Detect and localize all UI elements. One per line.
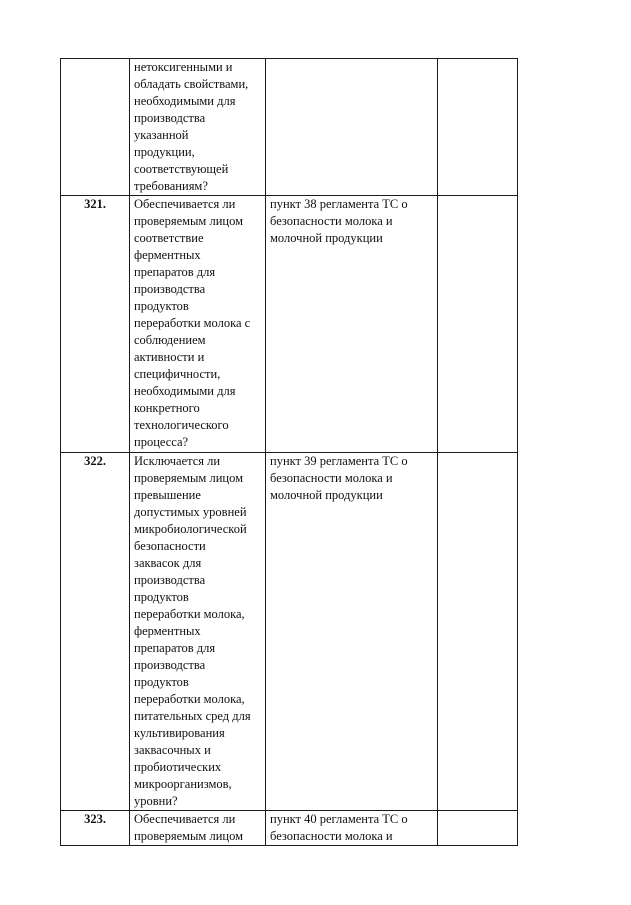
question-line: активности и [134, 350, 205, 364]
reference-line: безопасности молока и [270, 471, 393, 485]
reference-line: безопасности молока и [270, 829, 393, 843]
question-line: переработки молока, [134, 692, 245, 706]
item-number: 323. [61, 811, 130, 846]
question-line: заквасочных и [134, 743, 211, 757]
question-line: конкретного [134, 401, 200, 415]
question-line: Обеспечивается ли [134, 812, 236, 826]
question-line: производства [134, 282, 206, 296]
table-row [61, 59, 518, 196]
reference-line: пункт 40 регламента ТС о [270, 812, 408, 826]
question-line: уровни? [134, 794, 178, 808]
question-line: соблюдением [134, 333, 206, 347]
question-line: производства [134, 111, 206, 125]
question-cell [130, 811, 266, 846]
item-number [61, 59, 130, 196]
table-row [61, 811, 518, 846]
question-line: продуктов [134, 675, 189, 689]
question-cell [130, 59, 266, 196]
question-line: переработки молока, [134, 607, 245, 621]
question-line: заквасок для [134, 556, 202, 570]
question-line: препаратов для [134, 265, 216, 279]
question-line: продукции, [134, 145, 195, 159]
question-line: необходимыми для [134, 384, 236, 398]
question-line: обладать свойствами, [134, 77, 249, 91]
question-line: проверяемым лицом [134, 471, 243, 485]
question-line: проверяемым лицом [134, 214, 243, 228]
question-line: требованиям? [134, 179, 208, 193]
reference-cell [266, 59, 438, 196]
question-line: технологического [134, 418, 229, 432]
question-cell [130, 453, 266, 811]
question-line: переработки молока с [134, 316, 251, 330]
question-line: культивирования [134, 726, 225, 740]
reference-line: молочной продукции [270, 488, 383, 502]
question-line: продуктов [134, 299, 189, 313]
question-line: необходимыми для [134, 94, 236, 108]
note-cell [438, 811, 518, 846]
question-line: производства [134, 658, 206, 672]
reference-line: пункт 39 регламента ТС о [270, 454, 408, 468]
question-line: Исключается ли [134, 454, 221, 468]
question-line: пробиотических [134, 760, 222, 774]
question-line: допустимых уровней [134, 505, 247, 519]
item-number: 321. [61, 196, 130, 453]
reference-line: пункт 38 регламента ТС о [270, 197, 408, 211]
checklist-table [60, 58, 518, 846]
question-line: указанной [134, 128, 189, 142]
question-cell [130, 196, 266, 453]
reference-cell [266, 196, 438, 453]
question-line: ферментных [134, 248, 201, 262]
question-line: микробиологической [134, 522, 247, 536]
question-line: препаратов для [134, 641, 216, 655]
note-cell [438, 59, 518, 196]
reference-cell [266, 811, 438, 846]
question-line: ферментных [134, 624, 201, 638]
table-row [61, 453, 518, 811]
table-row [61, 196, 518, 453]
question-line: Обеспечивается ли [134, 197, 236, 211]
item-number: 322. [61, 453, 130, 811]
question-line: превышение [134, 488, 201, 502]
question-line: соответствие [134, 231, 204, 245]
question-line: процесса? [134, 435, 189, 449]
reference-cell [266, 453, 438, 811]
reference-line: молочной продукции [270, 231, 383, 245]
question-line: питательных сред для [134, 709, 251, 723]
question-line: специфичности, [134, 367, 221, 381]
question-line: нетоксигенными и [134, 60, 233, 74]
reference-line: безопасности молока и [270, 214, 393, 228]
note-cell [438, 196, 518, 453]
question-line: безопасности [134, 539, 206, 553]
question-line: соответствующей [134, 162, 229, 176]
question-line: проверяемым лицом [134, 829, 243, 843]
question-line: продуктов [134, 590, 189, 604]
question-line: микроорганизмов, [134, 777, 232, 791]
note-cell [438, 453, 518, 811]
question-line: производства [134, 573, 206, 587]
